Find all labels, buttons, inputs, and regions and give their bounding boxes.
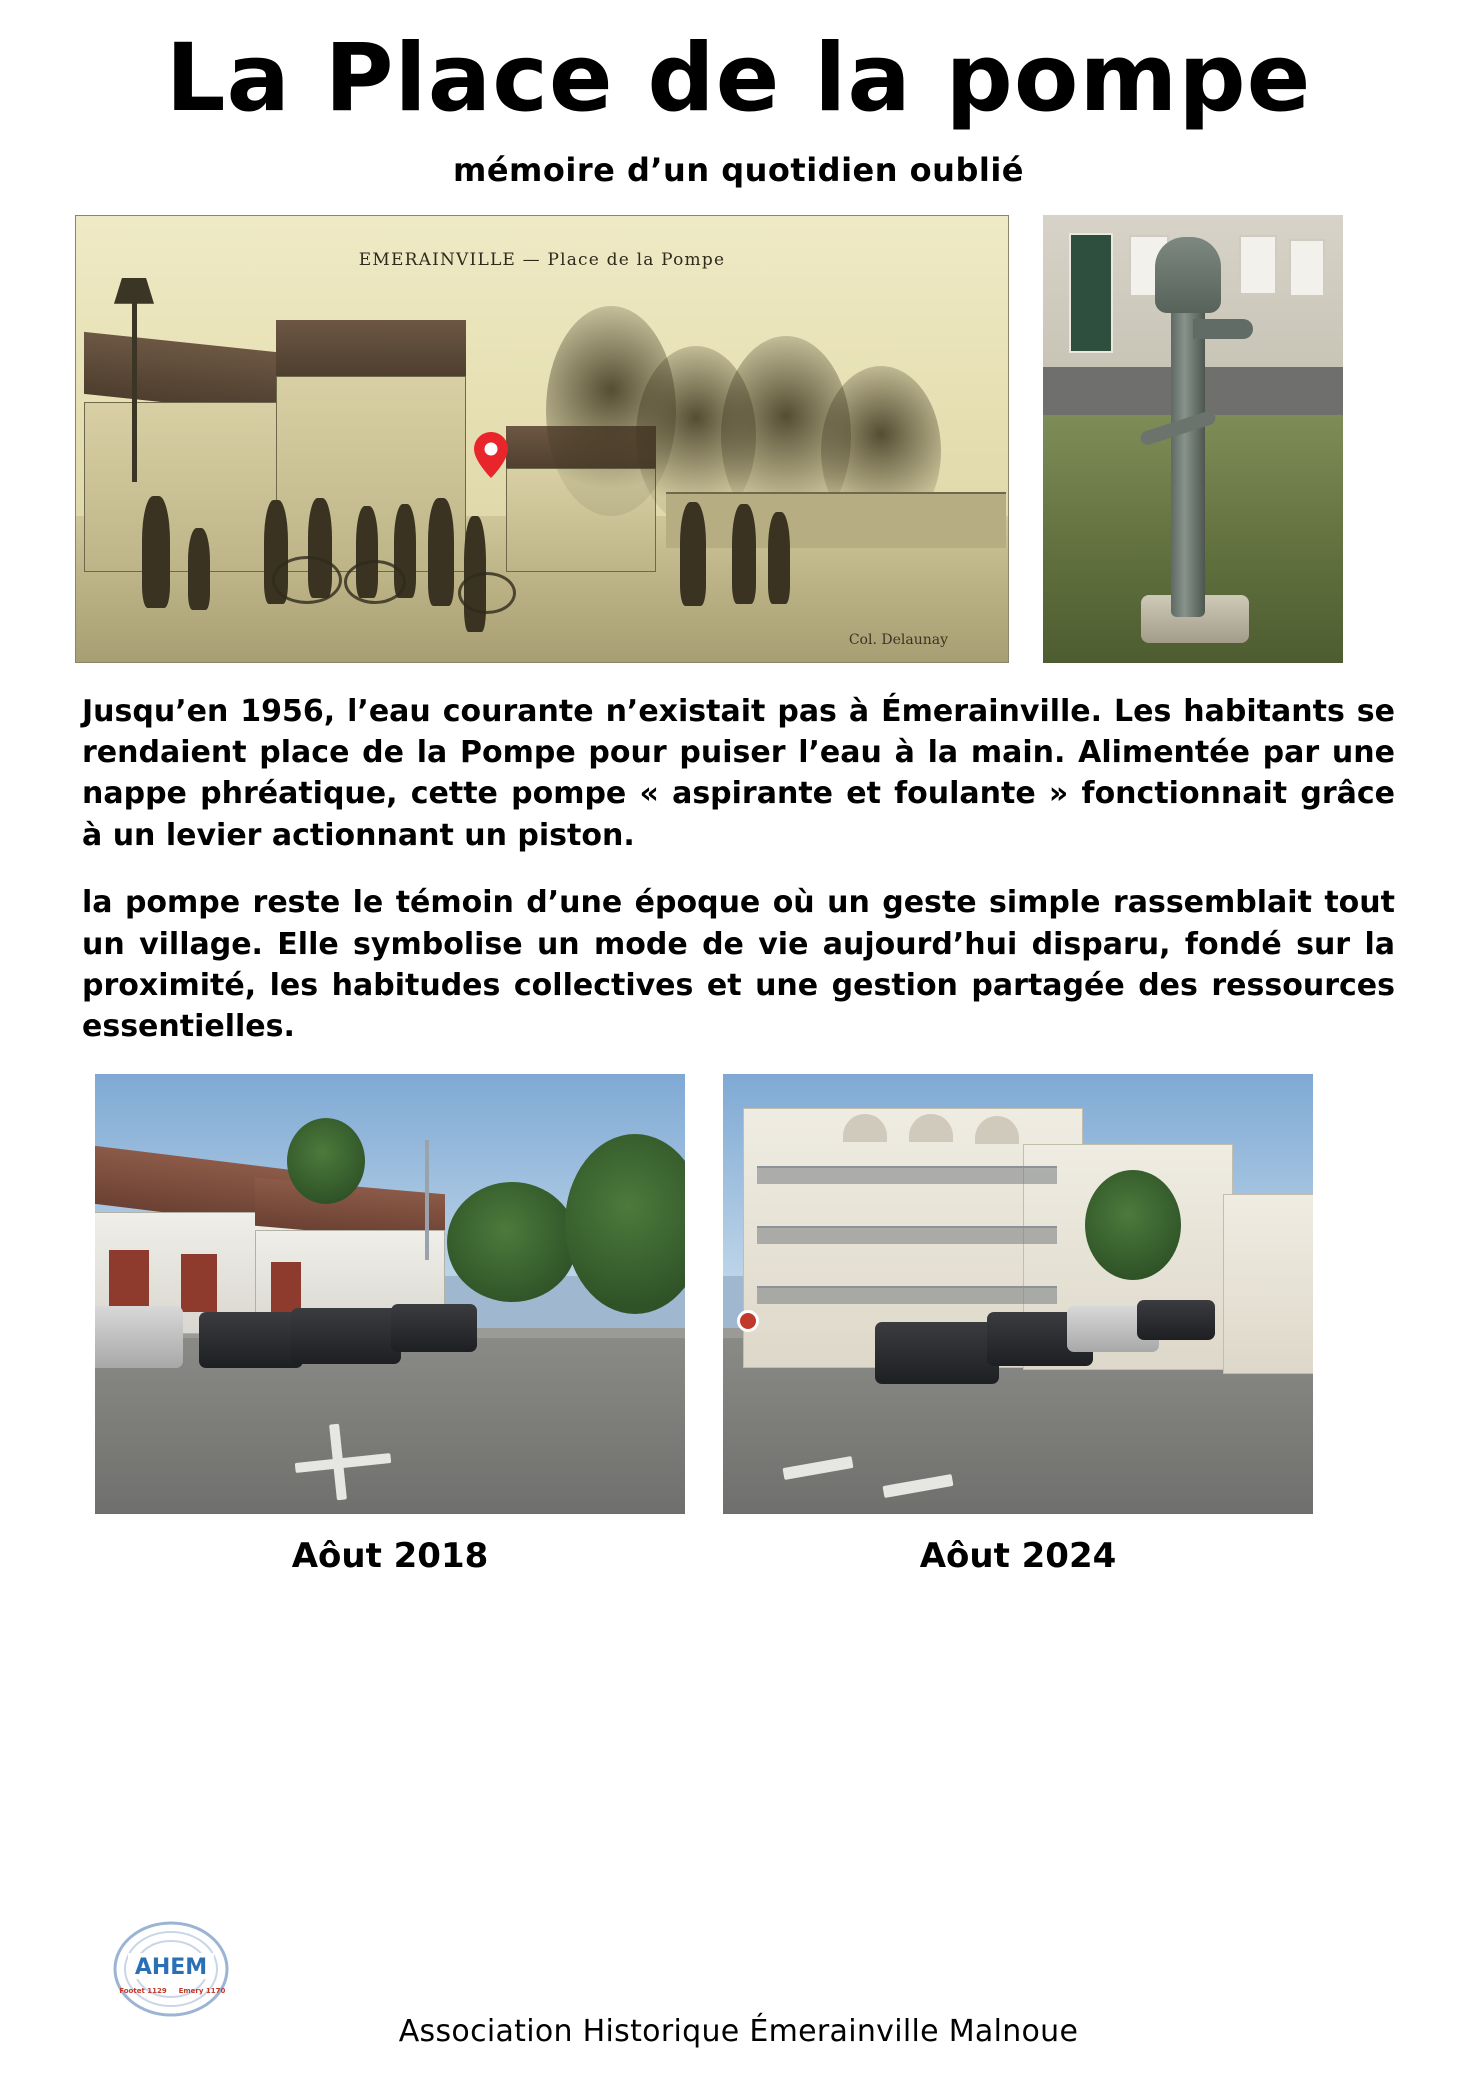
postcard-caption: EMERAINVILLE — Place de la Pompe — [358, 249, 726, 270]
bottom-image-row — [95, 1074, 1382, 1514]
poster-page — [0, 24, 1477, 2097]
photo-tree — [287, 1118, 365, 1204]
photo-tree — [1085, 1170, 1181, 1280]
photo-shutter — [181, 1254, 217, 1312]
photo-car — [875, 1322, 999, 1384]
paragraph-1: Jusqu’en 1956, l’eau courante n’existait pas à Émerainville. Les habitants se rendaient place de la Pompe pour puiser l’eau à la main. Alimentée par une nappe phréatique, cette pompe « aspirante et foulante » fonctionnait grâce à un levier actionnant un piston. — [82, 693, 1395, 853]
postcard-bicycle — [458, 572, 516, 614]
photo-no-entry-sign — [737, 1310, 759, 1332]
photo-car — [291, 1308, 401, 1364]
ahem-logo — [96, 1915, 246, 2025]
photo-car — [199, 1312, 303, 1368]
pump-photo-spout — [1193, 319, 1253, 339]
street-photo-2018 — [95, 1074, 685, 1514]
pump-photo-window — [1239, 235, 1277, 295]
photo-captions — [95, 1536, 1382, 1576]
photo-shutter — [109, 1250, 149, 1312]
modern-pump-photo — [1043, 215, 1343, 663]
page-title: La Place de la pompe — [165, 24, 1312, 133]
postcard-figure — [680, 502, 706, 606]
photo-balcony — [757, 1286, 1057, 1304]
postcard-figure — [142, 496, 170, 608]
association-name: Association Historique Émerainville Malnoue — [398, 2014, 1079, 2049]
photo-street-lamp — [425, 1140, 429, 1260]
postcard-credit: Col. Delaunay — [848, 631, 948, 648]
svg-text:AHEM: AHEM — [134, 1955, 208, 1980]
location-pin-icon — [474, 432, 508, 478]
page-footer — [0, 1915, 1477, 2055]
postcard-bicycle — [272, 556, 342, 604]
photo-car — [95, 1306, 183, 1368]
photo-balcony — [757, 1226, 1057, 1244]
postcard-figure — [428, 498, 454, 606]
pump-photo-door — [1069, 233, 1113, 353]
svg-text:Emery 1170: Emery 1170 — [178, 1987, 226, 1995]
photo-shutter — [271, 1262, 301, 1312]
postcard-roof-center — [276, 320, 466, 378]
pump-photo-head — [1155, 237, 1221, 313]
postcard-bicycle — [344, 560, 406, 604]
caption-2018: Aôut 2018 — [291, 1535, 489, 1576]
postcard-figure — [732, 504, 756, 604]
photo-balcony — [757, 1166, 1057, 1184]
top-image-row — [75, 215, 1402, 663]
svg-text:Footet 1129: Footet 1129 — [119, 1987, 167, 1995]
photo-tree — [447, 1182, 577, 1302]
page-subtitle: mémoire d’un quotidien oublié — [453, 150, 1024, 189]
photo-side-building — [1223, 1194, 1313, 1374]
photo-car — [391, 1304, 477, 1352]
photo-car — [1137, 1300, 1215, 1340]
postcard-figure — [188, 528, 210, 610]
historic-postcard-image — [75, 215, 1009, 663]
street-photo-2024 — [723, 1074, 1313, 1514]
postcard-figure — [768, 512, 790, 604]
article-text — [82, 691, 1395, 1048]
paragraph-2: la pompe reste le témoin d’une époque où un geste simple rassemblait tout un village. Elle symbolise un mode de vie aujourd’hui disparu, fondé sur la proximité, les habitudes collectives et une gestion partagée des ressources essentielles. — [82, 885, 1395, 1045]
postcard-wall — [666, 492, 1006, 548]
pump-photo-window — [1289, 239, 1325, 297]
postcard-lamp-post — [132, 292, 137, 482]
caption-2024: Aôut 2024 — [919, 1535, 1117, 1576]
